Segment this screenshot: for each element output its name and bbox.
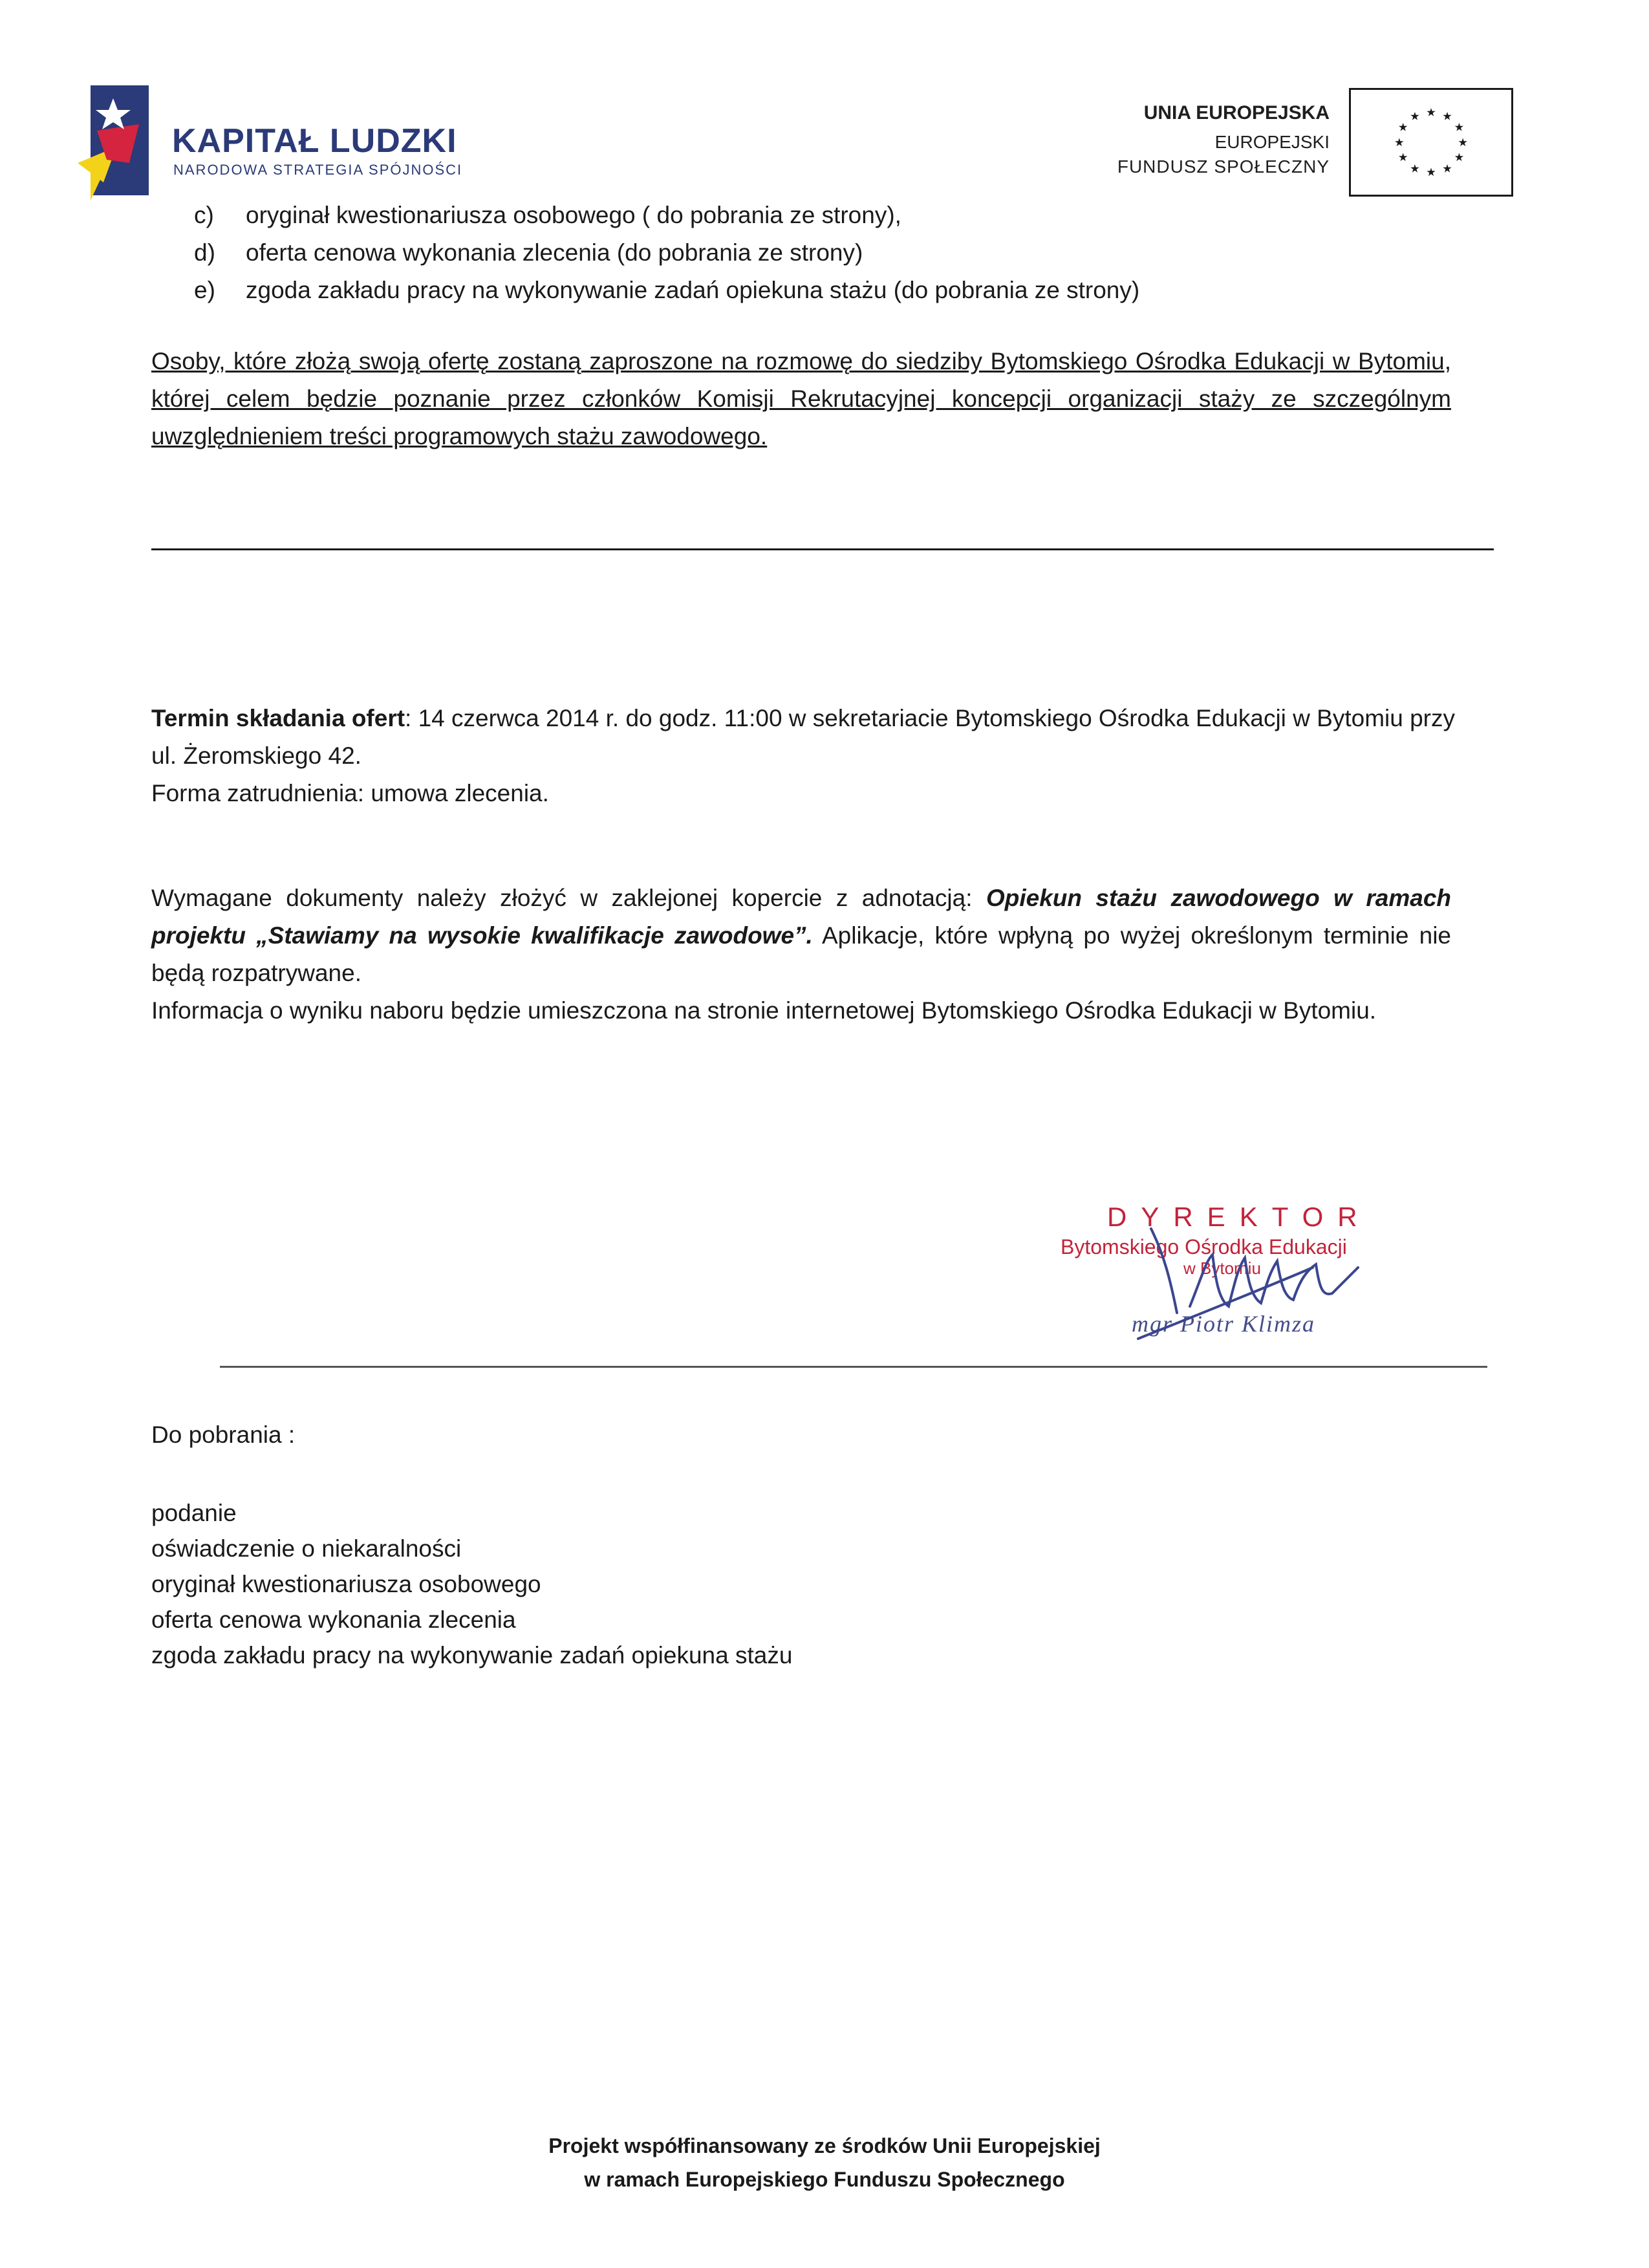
requirements-intro: Wymagane dokumenty należy złożyć w zaklejonej kopercie z adnotacją: [151, 885, 986, 911]
svg-text:★: ★ [1442, 110, 1452, 124]
stamp-title: DYREKTOR [1107, 1202, 1372, 1232]
deadline-block [151, 700, 1464, 812]
interview-note: Osoby, które złożą swoją ofertę zostaną zaproszone na rozmowę do siedziby Bytomskiego Ośrodka Edukacji w Bytomiu, której celem będzie poznanie przez członków Komisji Rekrutacyjnej koncepcji organizacji staży ze szczególnym uwzględnieniem treści programowych stażu zawodowego. [151, 348, 1451, 449]
svg-text:★: ★ [1410, 110, 1420, 124]
list-item: oryginał kwestionariusza osobowego [151, 1571, 541, 1597]
list-text: zgoda zakładu pracy na wykonywanie zadań opiekuna stażu (do pobrania ze strony) [246, 277, 1140, 303]
list-item: oświadczenie o niekaralności [151, 1535, 462, 1562]
requirements-emphasis: Opiekun stażu zawodowego w ramach projektu „Stawiamy na wysokie kwalifikacje zawodowe”. [151, 885, 1451, 949]
eu-title: UNIA EUROPEJSKA [1143, 102, 1330, 124]
eu-flag-stars-icon [1349, 88, 1513, 197]
footer-line2: w ramach Europejskiego Funduszu Społecznego [584, 2168, 1065, 2191]
kapital-ludzki-title: KAPITAŁ LUDZKI [172, 122, 457, 160]
deadline-label: Termin składania ofert [151, 705, 405, 731]
svg-text:★: ★ [1454, 121, 1465, 135]
employment-form: Forma zatrudnienia: umowa zlecenia. [151, 780, 549, 806]
kapital-ludzki-logo-icon [78, 85, 149, 200]
list-marker: c) [194, 202, 214, 228]
downloads-title: Do pobrania : [151, 1421, 296, 1448]
stamp-name: mgr Piotr Klimza [1132, 1311, 1316, 1337]
downloads-list [151, 1495, 792, 1673]
list-marker: d) [194, 239, 215, 266]
signature-icon [1073, 1216, 1410, 1345]
svg-text:★: ★ [1410, 162, 1420, 176]
stamp-city: w Bytomiu [1183, 1258, 1261, 1278]
requirements-info: Informacja o wyniku naboru będzie umieszczona na stronie internetowej Bytomskiego Ośrodka Edukacji w Bytomiu. [151, 997, 1377, 1024]
divider-rule [220, 1366, 1487, 1368]
list-item: oferta cenowa wykonania zlecenia [151, 1606, 516, 1633]
divider-rule [151, 548, 1494, 550]
svg-text:★: ★ [1394, 136, 1405, 149]
list-item: zgoda zakładu pracy na wykonywanie zadań opiekuna stażu [151, 1642, 793, 1669]
list-text: oferta cenowa wykonania zlecenia (do pobrania ze strony) [246, 239, 863, 266]
svg-text:★: ★ [1397, 121, 1408, 135]
svg-text:★: ★ [1442, 162, 1452, 176]
kapital-ludzki-subtitle: NARODOWA STRATEGIA SPÓJNOŚCI [173, 162, 463, 178]
eu-subtitle-line2: FUNDUSZ SPOŁECZNY [1117, 157, 1330, 177]
requirements-block [151, 880, 1451, 1030]
list-marker: e) [194, 277, 215, 303]
svg-text:★: ★ [1397, 151, 1408, 164]
requirements-after: Aplikacje, które wpłyną po wyżej określonym terminie nie będą rozpatrywane. [151, 922, 1452, 986]
eu-subtitle-line1: EUROPEJSKI [1214, 132, 1330, 152]
svg-text:★: ★ [1454, 151, 1465, 164]
deadline-text: : 14 czerwca 2014 r. do godz. 11:00 w sekretariacie Bytomskiego Ośrodka Edukacji w Bytomiu przy ul. Żeromskiego 42. [151, 705, 1455, 769]
list-text: oryginał kwestionariusza osobowego ( do pobrania ze strony), [246, 202, 901, 228]
svg-text:★: ★ [1426, 106, 1436, 120]
stamp-org: Bytomskiego Ośrodka Edukacji [1061, 1235, 1347, 1258]
footer-line1: Projekt współfinansowany ze środków Unii Europejskiej [548, 2134, 1101, 2157]
svg-text:★: ★ [1426, 166, 1436, 180]
list-item: podanie [151, 1500, 237, 1526]
svg-text:★: ★ [1458, 136, 1468, 149]
